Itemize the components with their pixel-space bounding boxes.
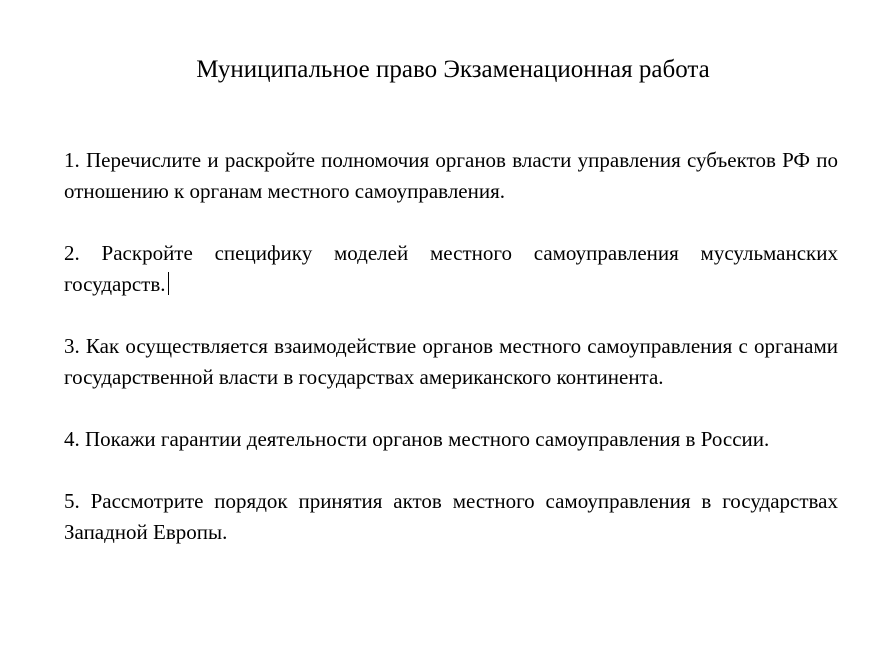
question-item	[64, 331, 838, 393]
text-cursor	[168, 272, 169, 295]
question-item	[64, 145, 838, 207]
question-text: 2. Раскройте специфику моделей местного самоуправления мусульманских государств.	[64, 241, 838, 296]
question-text: 1. Перечислите и раскройте полномочия органов власти управления субъектов РФ по отношению к органам местного самоуправления.	[64, 148, 838, 203]
question-item	[64, 486, 838, 548]
question-list	[64, 145, 838, 548]
question-text: 3. Как осуществляется взаимодействие органов местного самоуправления с органами государственной власти в государствах американского континента.	[64, 334, 838, 389]
question-item	[64, 238, 838, 300]
question-text: 4. Покажи гарантии деятельности органов местного самоуправления в России.	[64, 427, 770, 451]
question-item	[64, 424, 838, 455]
question-text: 5. Рассмотрите порядок принятия актов местного самоуправления в государствах Западной Европы.	[64, 489, 838, 544]
document-title: Муниципальное право Экзаменационная работа	[196, 56, 710, 83]
